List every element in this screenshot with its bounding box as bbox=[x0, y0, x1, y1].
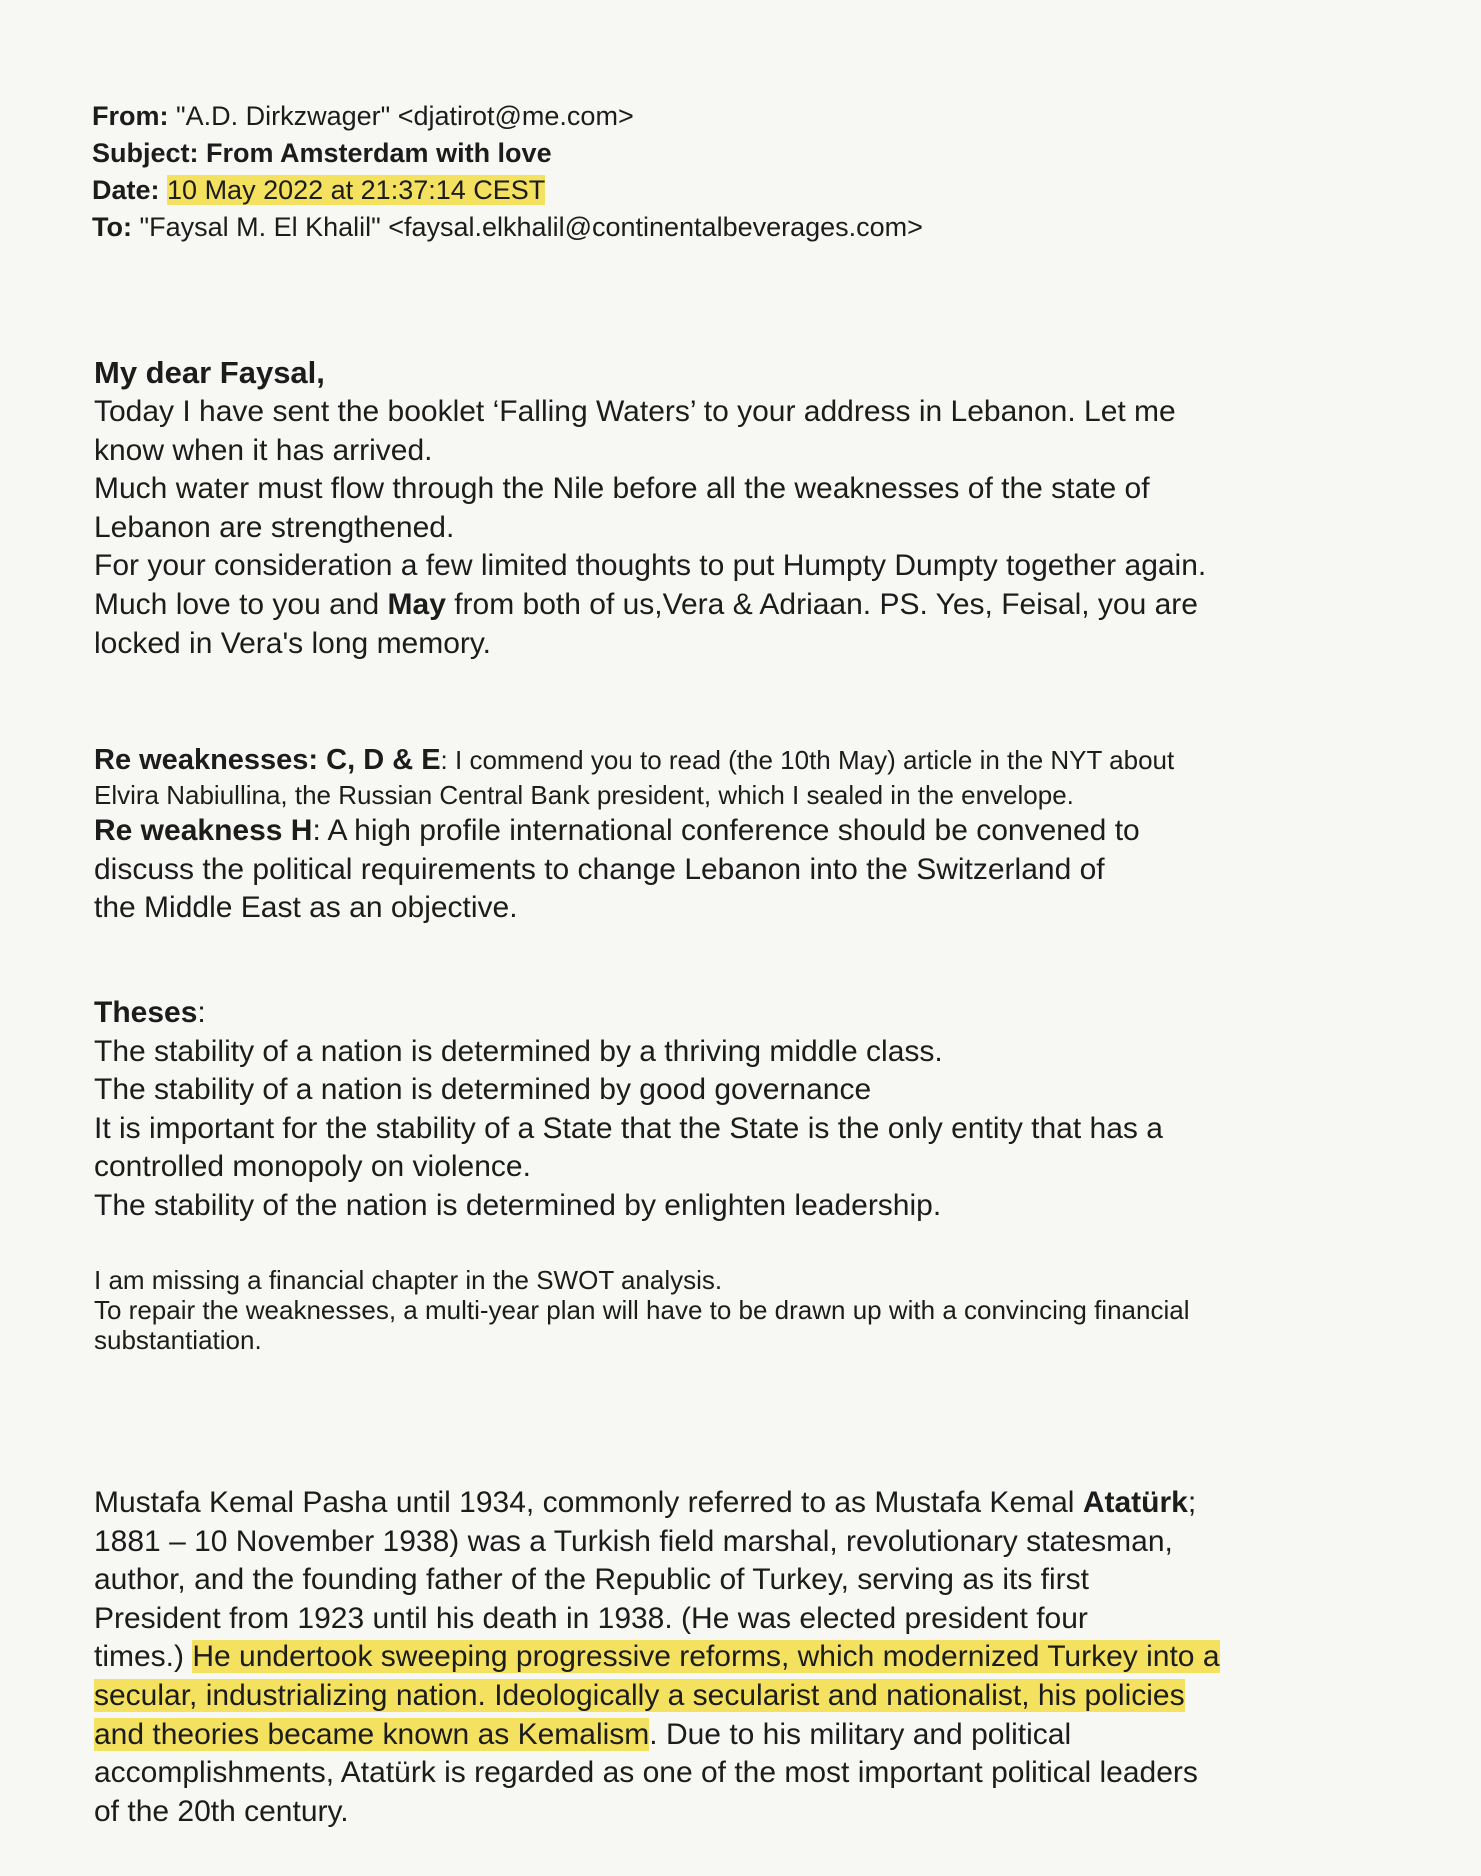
letter-line: Today I have sent the booklet ‘Falling Waters’ to your address in Lebanon. Let me bbox=[94, 395, 1176, 428]
theses-section bbox=[94, 994, 1374, 1226]
to-label: To: bbox=[92, 212, 132, 242]
to-row bbox=[92, 209, 923, 246]
ataturk-text: times.) bbox=[94, 1640, 193, 1674]
ataturk-text: ; bbox=[1187, 1486, 1197, 1519]
ataturk-line bbox=[94, 1484, 1374, 1523]
may-name: May bbox=[387, 587, 446, 621]
letter-line: Much water must flow through the Nile before all the weaknesses of the state of bbox=[94, 472, 1150, 506]
letter-line: know when it has arrived. bbox=[94, 433, 433, 467]
ataturk-line bbox=[94, 1677, 1374, 1716]
letter-text: from both of us,Vera & Adriaan. PS. Yes, Feisal, you are bbox=[445, 587, 1198, 621]
subject-label: Subject: bbox=[92, 138, 199, 168]
theses-label: Theses bbox=[94, 996, 198, 1029]
weakness-h-text: : A high profile international conference should be convened to bbox=[312, 814, 1140, 847]
email-header bbox=[92, 98, 923, 246]
weakness-cde-label: Re weaknesses: C, D & E bbox=[94, 744, 441, 776]
weakness-h-line-2: discuss the political requirements to change Lebanon into the Switzerland of bbox=[94, 852, 1105, 886]
date-row bbox=[92, 172, 923, 209]
thesis-item: controlled monopoly on violence. bbox=[94, 1150, 531, 1184]
to-value: "Faysal M. El Khalil" <faysal.elkhalil@continentalbeverages.com> bbox=[131, 212, 923, 242]
highlighted-text: secular, industrializing nation. Ideologically a secularist and nationalist, his policies bbox=[94, 1678, 1185, 1712]
letter-text: Much love to you and bbox=[94, 587, 388, 621]
weakness-h-line bbox=[94, 812, 1374, 851]
subject-value: From Amsterdam with love bbox=[198, 138, 552, 168]
thesis-item: It is important for the stability of a State that the State is the only entity that has a bbox=[94, 1111, 1163, 1145]
ataturk-text: . Due to his military and political bbox=[649, 1717, 1072, 1751]
letter-paragraphs bbox=[94, 393, 1374, 663]
letter-line: Lebanon are strengthened. bbox=[94, 510, 455, 544]
letter-body bbox=[94, 353, 1374, 663]
theses-colon: : bbox=[197, 996, 206, 1029]
ataturk-paragraph bbox=[94, 1484, 1374, 1831]
letter-line: locked in Vera's long memory. bbox=[94, 626, 492, 660]
weakness-cde-line bbox=[94, 742, 1374, 778]
date-label: Date: bbox=[92, 175, 160, 205]
weakness-cde-text: : I commend you to read (the 10th May) article in the NYT about bbox=[440, 745, 1175, 775]
ataturk-name: Atatürk bbox=[1082, 1486, 1188, 1519]
weaknesses-section bbox=[94, 742, 1374, 928]
ataturk-line bbox=[94, 1716, 1374, 1755]
ataturk-line: accomplishments, Atatürk is regarded as one of the most important political leaders bbox=[94, 1756, 1198, 1790]
subject-row bbox=[92, 135, 923, 172]
thesis-item: The stability of a nation is determined by good governance bbox=[94, 1073, 872, 1107]
thesis-item: The stability of a nation is determined by a thriving middle class. bbox=[94, 1034, 943, 1068]
weakness-h-label: Re weakness H bbox=[94, 814, 313, 847]
from-value: "A.D. Dirkzwager" <djatirot@me.com> bbox=[168, 101, 634, 131]
ataturk-line bbox=[94, 1638, 1374, 1677]
thesis-item: The stability of the nation is determined by enlighten leadership. bbox=[94, 1188, 942, 1222]
greeting: My dear Faysal, bbox=[94, 355, 325, 390]
financial-line: substantiation. bbox=[94, 1325, 262, 1355]
financial-line: I am missing a financial chapter in the SWOT analysis. bbox=[94, 1265, 723, 1295]
financial-line: To repair the weaknesses, a multi-year plan will have to be drawn up with a convincing financial bbox=[94, 1295, 1190, 1325]
highlighted-text: and theories became known as Kemalism bbox=[94, 1717, 650, 1751]
weakness-cde-line-2: Elvira Nabiullina, the Russian Central Bank president, which I sealed in the envelope. bbox=[94, 780, 1074, 810]
ataturk-line: author, and the founding father of the Republic of Turkey, serving as its first bbox=[94, 1563, 1090, 1597]
financial-note bbox=[94, 1265, 1374, 1355]
ataturk-text: Mustafa Kemal Pasha until 1934, commonly referred to as Mustafa Kemal bbox=[94, 1486, 1083, 1519]
letter-line bbox=[94, 586, 1374, 625]
highlighted-text: He undertook sweeping progressive reforms, which modernized Turkey into a bbox=[192, 1640, 1220, 1674]
ataturk-line: of the 20th century. bbox=[94, 1794, 349, 1828]
letter-line: For your consideration a few limited thoughts to put Humpty Dumpty together again. bbox=[94, 549, 1207, 583]
weakness-h-line-3: the Middle East as an objective. bbox=[94, 891, 518, 925]
from-label: From: bbox=[92, 101, 169, 131]
ataturk-line: 1881 – 10 November 1938) was a Turkish field marshal, revolutionary statesman, bbox=[94, 1524, 1173, 1558]
theses-heading bbox=[94, 994, 1374, 1033]
ataturk-line: President from 1923 until his death in 1938. (He was elected president four bbox=[94, 1601, 1088, 1635]
from-row bbox=[92, 98, 923, 135]
date-value: 10 May 2022 at 21:37:14 CEST bbox=[167, 175, 546, 205]
